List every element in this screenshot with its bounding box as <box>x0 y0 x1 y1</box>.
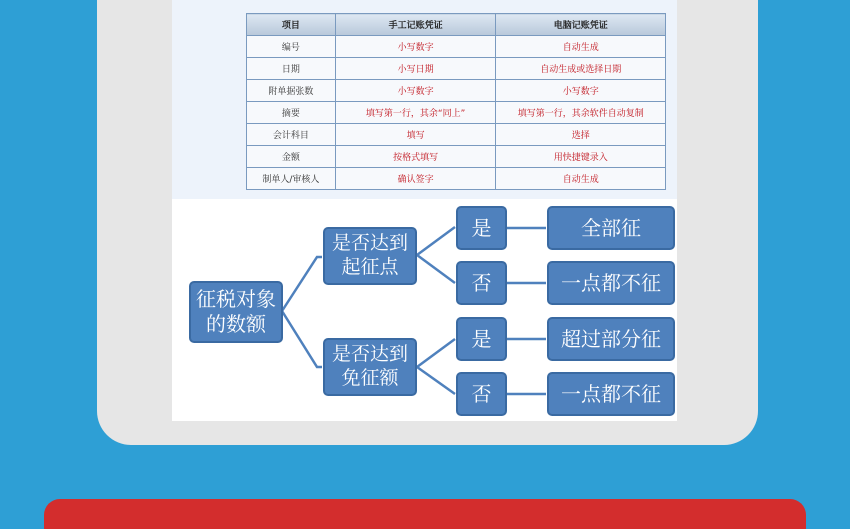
connector-root-top <box>282 257 322 311</box>
connector-top-yes <box>417 227 455 255</box>
bottom-red-banner <box>44 499 806 529</box>
computer-cell: 自动生成 <box>496 36 666 58</box>
table-header-row <box>247 14 666 36</box>
manual-cell: 小写日期 <box>335 58 496 80</box>
table-row <box>247 58 666 80</box>
header-computer-voucher: 电脑记账凭证 <box>496 14 666 36</box>
computer-cell: 用快捷键录入 <box>496 146 666 168</box>
no-node-2: 否 <box>456 372 507 416</box>
manual-cell: 确认签字 <box>335 168 496 190</box>
computer-cell: 自动生成 <box>496 168 666 190</box>
connector-root-bottom <box>282 311 322 367</box>
result-node-excess-tax: 超过部分征 <box>547 317 675 361</box>
table-row <box>247 168 666 190</box>
table-row <box>247 146 666 168</box>
root-node: 征税对象 的数额 <box>189 281 283 343</box>
header-item: 项目 <box>247 14 336 36</box>
manual-cell: 按格式填写 <box>335 146 496 168</box>
table-row <box>247 124 666 146</box>
row-label: 日期 <box>247 58 336 80</box>
no-node-1: 否 <box>456 261 507 305</box>
computer-cell: 自动生成或选择日期 <box>496 58 666 80</box>
row-label: 附单据张数 <box>247 80 336 102</box>
row-label: 摘要 <box>247 102 336 124</box>
tax-threshold-diagram <box>172 199 677 421</box>
connector-bottom-yes <box>417 339 455 367</box>
yes-node-2: 是 <box>456 317 507 361</box>
connector-bottom-no <box>417 367 455 394</box>
connector-top-no <box>417 255 455 283</box>
row-label: 编号 <box>247 36 336 58</box>
table-row <box>247 36 666 58</box>
header-manual-voucher: 手工记账凭证 <box>335 14 496 36</box>
branch-node-exemption: 是否达到 免征额 <box>323 338 417 396</box>
result-node-no-tax-2: 一点都不征 <box>547 372 675 416</box>
manual-cell: 填写 <box>335 124 496 146</box>
manual-cell: 小写数字 <box>335 36 496 58</box>
computer-cell: 选择 <box>496 124 666 146</box>
computer-cell: 小写数字 <box>496 80 666 102</box>
table-row <box>247 80 666 102</box>
table-row <box>247 102 666 124</box>
row-label: 金额 <box>247 146 336 168</box>
comparison-table-panel <box>172 0 677 199</box>
computer-cell: 填写第一行，其余软件自动复制 <box>496 102 666 124</box>
voucher-comparison-table <box>246 13 666 190</box>
row-label: 会计科目 <box>247 124 336 146</box>
manual-cell: 小写数字 <box>335 80 496 102</box>
row-label: 制单人/审核人 <box>247 168 336 190</box>
result-node-full-tax: 全部征 <box>547 206 675 250</box>
yes-node-1: 是 <box>456 206 507 250</box>
result-node-no-tax-1: 一点都不征 <box>547 261 675 305</box>
branch-node-threshold: 是否达到 起征点 <box>323 227 417 285</box>
manual-cell: 填写第一行，其余“同上” <box>335 102 496 124</box>
